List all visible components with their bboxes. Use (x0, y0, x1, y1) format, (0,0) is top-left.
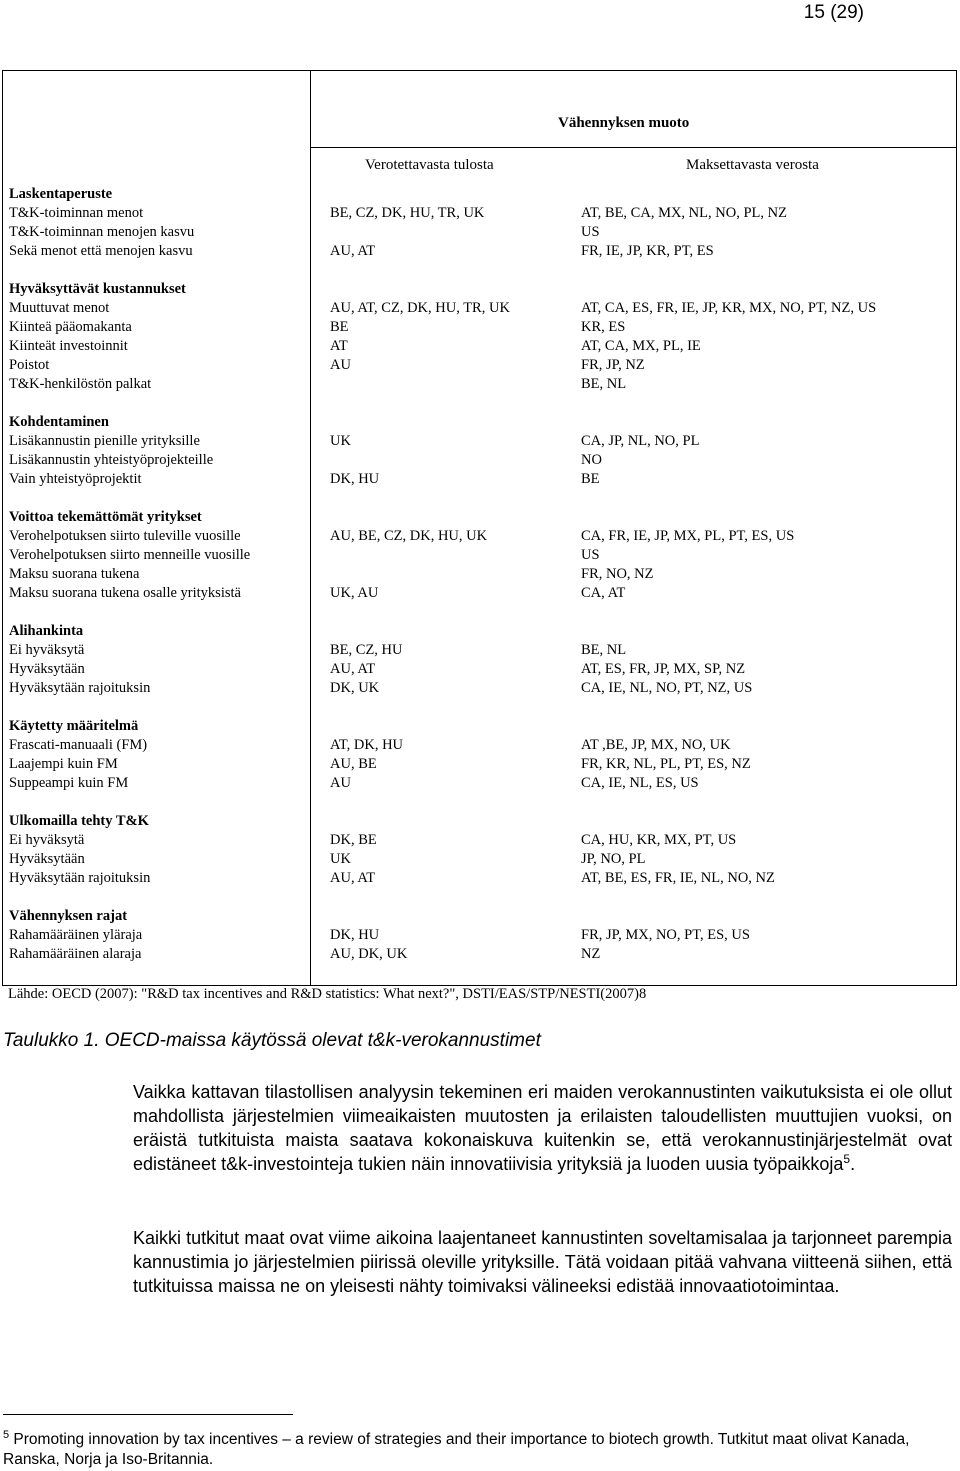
table-row (6, 546, 954, 565)
table-row (6, 470, 954, 489)
row-col2: KR, ES (581, 319, 626, 335)
row-col1: AU (330, 357, 351, 373)
row-label: T&K-toiminnan menot (9, 205, 144, 221)
row-label: Suppeampi kuin FM (9, 775, 129, 791)
row-label: Hyväksytään rajoituksin (9, 680, 151, 696)
table-section (6, 812, 954, 888)
row-col2: BE, NL (581, 376, 627, 392)
row-col1: AU, AT (330, 661, 376, 677)
table-header-col2: Maksettavasta verosta (686, 157, 819, 173)
table-source: Lähde: OECD (2007): "R&D tax incentives and R&D statistics: What next?", DSTI/EAS/STP/NESTI(2007)8 (8, 986, 647, 1002)
row-label: Frascati-manuaali (FM) (9, 737, 148, 753)
body-paragraph-1 (133, 1080, 952, 1176)
row-col1: BE (330, 319, 349, 335)
table-row (6, 926, 954, 945)
row-label: Ei hyväksytä (9, 832, 85, 848)
row-col2: AT, CA, MX, PL, IE (581, 338, 701, 354)
section-title: Ulkomailla tehty T&K (9, 813, 149, 829)
table-row (6, 660, 954, 679)
row-col2: AT, BE, CA, MX, NL, NO, PL, NZ (581, 205, 787, 221)
table-row (6, 641, 954, 660)
table-row (6, 318, 954, 337)
row-col2: FR, IE, JP, KR, PT, ES (581, 243, 714, 259)
row-col1: UK (330, 433, 351, 449)
section-title: Hyväksyttävät kustannukset (9, 281, 186, 297)
page-number: 15 (29) (803, 2, 864, 23)
table-row (6, 831, 954, 850)
row-label: Hyväksytään (9, 851, 85, 867)
row-col2: NO (581, 452, 602, 468)
row-col1: DK, HU (330, 927, 380, 943)
table-row (6, 869, 954, 888)
row-label: Lisäkannustin yhteistyöprojekteille (9, 452, 214, 468)
row-col2: BE, NL (581, 642, 627, 658)
row-label: Rahamääräinen alaraja (9, 946, 142, 962)
row-label: T&K-toiminnan menojen kasvu (9, 224, 195, 240)
table-section (6, 907, 954, 964)
table-row (6, 679, 954, 698)
table-row (6, 584, 954, 603)
row-col1: DK, BE (330, 832, 377, 848)
row-col1: AU, DK, UK (330, 946, 408, 962)
row-col2: AT, ES, FR, JP, MX, SP, NZ (581, 661, 746, 677)
row-col1: AT (330, 338, 348, 354)
table-header-main: Vähennyksen muoto (558, 115, 690, 131)
row-col2: FR, NO, NZ (581, 566, 654, 582)
row-col2: CA, AT (581, 585, 626, 601)
table-row (6, 755, 954, 774)
row-col2: CA, HU, KR, MX, PT, US (581, 832, 737, 848)
row-col2: JP, NO, PL (581, 851, 646, 867)
row-col1: AT, DK, HU (330, 737, 404, 753)
row-col2: FR, JP, NZ (581, 357, 645, 373)
table-section (6, 413, 954, 489)
body-paragraph-2: Kaikki tutkitut maat ovat viime aikoina laajentaneet kannustinten soveltamisalaa ja tarjonneet parempia kannustimia jo järjestelmien piirissä oleville yrityksille. Tätä voidaan pitää vahvana viitteenä siihen, että tutkituissa maissa ne on yleisesti nähty toimivaksi välineeksi edistää innovaatiotoimintaa. (133, 1228, 952, 1296)
row-label: Kiinteä pääomakanta (9, 319, 132, 335)
row-col2: FR, JP, MX, NO, PT, ES, US (581, 927, 750, 943)
row-label: Muuttuvat menot (9, 300, 110, 316)
footnote-number: 5 (3, 1428, 10, 1441)
row-col1: AU (330, 775, 351, 791)
table-row (6, 204, 954, 223)
row-col1: DK, HU (330, 471, 380, 487)
section-title: Käytetty määritelmä (9, 718, 139, 734)
section-title: Alihankinta (9, 623, 84, 639)
section-title: Vähennyksen rajat (9, 908, 128, 924)
row-label: Maksu suorana tukena (9, 566, 140, 582)
row-col2: US (581, 224, 600, 240)
table-row (6, 527, 954, 546)
row-label: Hyväksytään (9, 661, 85, 677)
row-label: Ei hyväksytä (9, 642, 85, 658)
table-row (6, 565, 954, 584)
row-label: Maksu suorana tukena osalle yrityksistä (9, 585, 241, 601)
row-col2: BE (581, 471, 600, 487)
paragraph-end: . (850, 1154, 856, 1174)
row-col2: CA, IE, NL, NO, PT, NZ, US (581, 680, 753, 696)
paragraph-text: Vaikka kattavan tilastollisen analyysin tekeminen eri maiden verokannustinten vaikutuksista ei ole ollut mahdollista järjestelmien viimeaikaisten muutosten ja erilaisten taloudellisten muuttujien vuoksi, on eräistä tutkituista maista saatava kokonaiskuva kuitenkin se, että verokannustinjärjestelmät ovat edistäneet t&k-investointeja tukien näin innovatiivisia yrityksiä ja luoden uusia työpaikkoja (133, 1082, 952, 1174)
incentives-table (2, 70, 957, 986)
row-label: Laajempi kuin FM (9, 756, 118, 772)
table-row (6, 945, 954, 964)
table-row (6, 375, 954, 394)
row-col2: AT ,BE, JP, MX, NO, UK (581, 737, 731, 753)
table-section (6, 717, 954, 793)
table-row (6, 850, 954, 869)
row-col1: AU, BE, CZ, DK, HU, UK (330, 528, 488, 544)
footnote (3, 1430, 953, 1470)
row-label: Rahamääräinen yläraja (9, 927, 143, 943)
row-col1: AU, AT, CZ, DK, HU, TR, UK (330, 300, 510, 316)
row-col1: AU, BE (330, 756, 377, 772)
table-row (6, 299, 954, 318)
table-row (6, 242, 954, 261)
table-section (6, 185, 954, 261)
row-label: Hyväksytään rajoituksin (9, 870, 151, 886)
table-row (6, 223, 954, 242)
row-col1: UK, AU (330, 585, 379, 601)
table-row (6, 736, 954, 755)
row-label: Verohelpotuksen siirto tuleville vuosille (9, 528, 241, 544)
table-header-divider (310, 147, 956, 148)
table-section (6, 508, 954, 603)
table-row (6, 432, 954, 451)
table-caption: Taulukko 1. OECD-maissa käytössä olevat t&k-verokannustimet (3, 1030, 541, 1051)
row-label: Vain yhteistyöprojektit (9, 471, 142, 487)
row-col2: AT, CA, ES, FR, IE, JP, KR, MX, NO, PT, NZ, US (581, 300, 877, 316)
row-col2: NZ (581, 946, 601, 962)
row-col1: BE, CZ, HU (330, 642, 403, 658)
row-col2: US (581, 547, 600, 563)
row-col2: CA, JP, NL, NO, PL (581, 433, 700, 449)
row-col2: FR, KR, NL, PL, PT, ES, NZ (581, 756, 751, 772)
row-col2: CA, IE, NL, ES, US (581, 775, 699, 791)
row-col1: UK (330, 851, 351, 867)
row-label: Kiinteät investoinnit (9, 338, 128, 354)
row-col1: DK, UK (330, 680, 380, 696)
row-label: Verohelpotuksen siirto menneille vuosille (9, 547, 251, 563)
section-title: Laskentaperuste (9, 186, 113, 202)
row-label: T&K-henkilöstön palkat (9, 376, 152, 392)
row-col1: AU, AT (330, 870, 376, 886)
row-col1: AU, AT (330, 243, 376, 259)
table-row (6, 356, 954, 375)
row-label: Poistot (9, 357, 50, 373)
table-section (6, 280, 954, 394)
row-col2: CA, FR, IE, JP, MX, PL, PT, ES, US (581, 528, 795, 544)
row-col2: AT, BE, ES, FR, IE, NL, NO, NZ (581, 870, 775, 886)
table-row (6, 337, 954, 356)
table-section (6, 622, 954, 698)
table-body (6, 185, 954, 983)
section-title: Voittoa tekemättömät yritykset (9, 509, 202, 525)
table-row (6, 451, 954, 470)
footnote-text: Promoting innovation by tax incentives – a review of strategies and their importance to biotech growth. Tutkitut maat olivat Kanada, Ranska, Norja ja Iso-Britannia. (3, 1431, 910, 1468)
table-header-col1: Verotettavasta tulosta (365, 157, 494, 173)
row-label: Sekä menot että menojen kasvu (9, 243, 193, 259)
table-row (6, 774, 954, 793)
footnote-ref[interactable]: 5 (843, 1152, 851, 1166)
row-col1: BE, CZ, DK, HU, TR, UK (330, 205, 485, 221)
row-label: Lisäkannustin pienille yrityksille (9, 433, 200, 449)
section-title: Kohdentaminen (9, 414, 109, 430)
footnote-separator (3, 1414, 293, 1415)
